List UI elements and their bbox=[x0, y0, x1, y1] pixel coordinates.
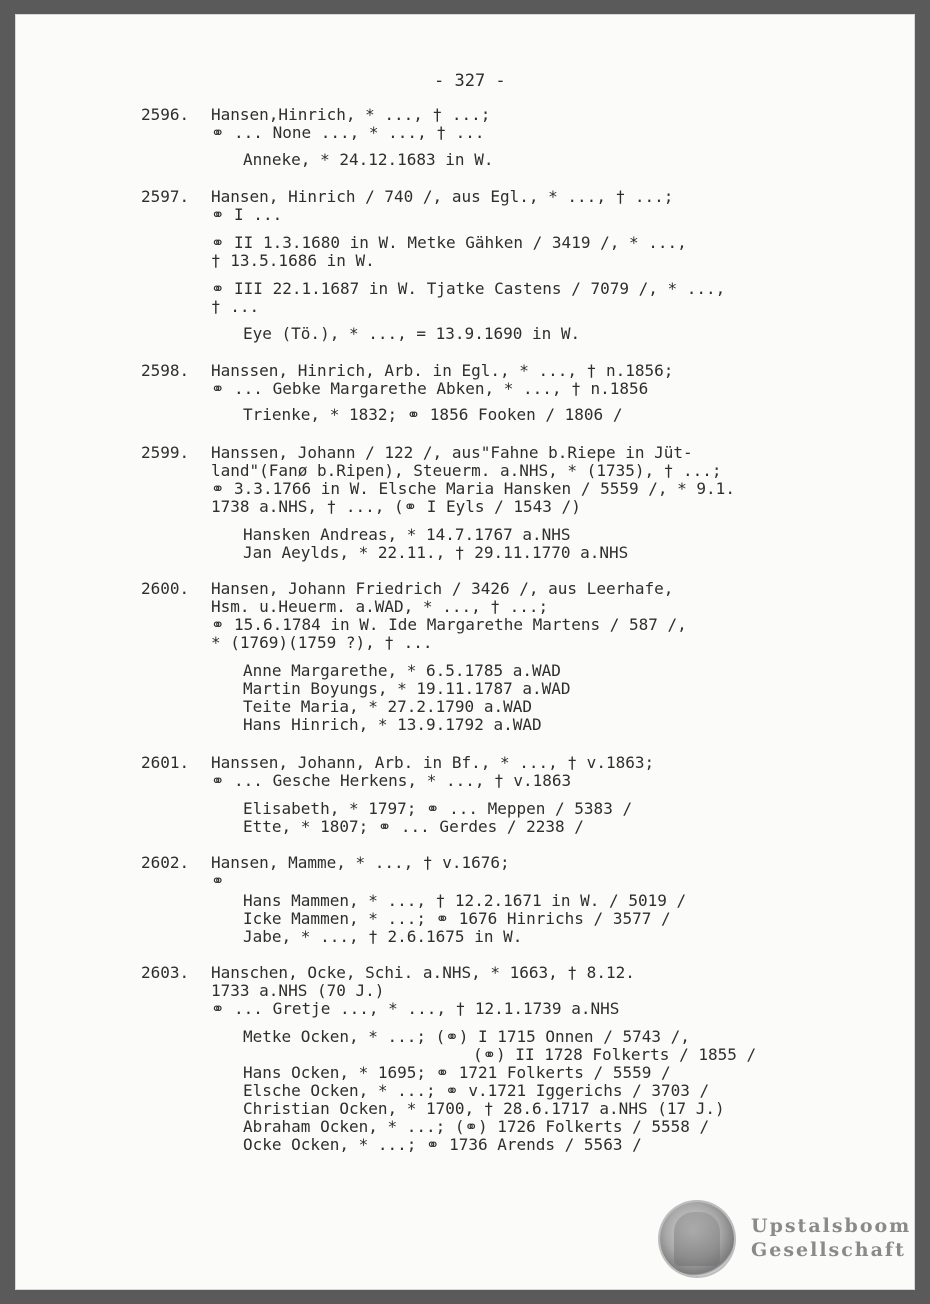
society-logo-text bbox=[751, 1214, 911, 1262]
child-line: Anne Margarethe, * 6.5.1785 a.WAD bbox=[243, 661, 561, 680]
child-line: Ette, * 1807; ⚭ ... Gerdes / 2238 / bbox=[243, 817, 584, 836]
child-line: (⚭) II 1728 Folkerts / 1855 / bbox=[473, 1045, 757, 1064]
child-line: Hans Hinrich, * 13.9.1792 a.WAD bbox=[243, 715, 542, 734]
entry-line: Hanssen, Hinrich, Arb. in Egl., * ..., † n.1856; bbox=[211, 361, 674, 380]
entry-number: 2603. bbox=[141, 963, 190, 982]
entry-line: Hansen, Johann Friedrich / 3426 /, aus Leerhafe, bbox=[211, 579, 674, 598]
entry-line: land"(Fanø b.Ripen), Steuerm. a.NHS, * (1735), † ...; bbox=[211, 461, 722, 480]
page-number: - 327 - bbox=[434, 71, 506, 91]
child-line: Jan Aeylds, * 22.11., † 29.11.1770 a.NHS bbox=[243, 543, 629, 562]
entry-line: ⚭ 3.3.1766 in W. Elsche Maria Hansken / 5559 /, * 9.1. bbox=[211, 479, 735, 498]
entry-number: 2596. bbox=[141, 105, 190, 124]
child-line: Jabe, * ..., † 2.6.1675 in W. bbox=[243, 927, 523, 946]
entry-line: ⚭ 15.6.1784 in W. Ide Margarethe Martens / 587 /, bbox=[211, 615, 687, 634]
entry-line: ⚭ I ... bbox=[211, 205, 283, 224]
entry-line: Hansen,Hinrich, * ..., † ...; bbox=[211, 105, 491, 124]
entry-number: 2600. bbox=[141, 579, 190, 598]
document-page bbox=[15, 14, 915, 1290]
brand-line-2: Gesellschaft bbox=[751, 1239, 906, 1261]
entry-line: Hanssen, Johann, Arb. in Bf., * ..., † v.1863; bbox=[211, 753, 655, 772]
entry-number: 2598. bbox=[141, 361, 190, 380]
child-line: Martin Boyungs, * 19.11.1787 a.WAD bbox=[243, 679, 571, 698]
child-line: Hansken Andreas, * 14.7.1767 a.NHS bbox=[243, 525, 571, 544]
entry-number: 2597. bbox=[141, 187, 190, 206]
child-line: Hans Ocken, * 1695; ⚭ 1721 Folkerts / 5559 / bbox=[243, 1063, 671, 1082]
child-line: Icke Mammen, * ...; ⚭ 1676 Hinrichs / 3577 / bbox=[243, 909, 671, 928]
child-line: Teite Maria, * 27.2.1790 a.WAD bbox=[243, 697, 532, 716]
child-line: Anneke, * 24.12.1683 in W. bbox=[243, 150, 494, 169]
entry-line: Hansen, Hinrich / 740 /, aus Egl., * ..., † ...; bbox=[211, 187, 674, 206]
brand-line-1: Upstalsboom bbox=[751, 1215, 912, 1237]
entry-line: Hanssen, Johann / 122 /, aus"Fahne b.Riepe in Jüt- bbox=[211, 443, 693, 462]
marriage-line: † ... bbox=[211, 297, 260, 316]
marriage-line: ⚭ II 1.3.1680 in W. Metke Gähken / 3419 /, * ..., bbox=[211, 233, 687, 252]
entry-number: 2602. bbox=[141, 853, 190, 872]
child-line: Hans Mammen, * ..., † 12.2.1671 in W. / 5019 / bbox=[243, 891, 687, 910]
entry-line: ⚭ ... None ..., * ..., † ... bbox=[211, 123, 485, 142]
entry-line: 1733 a.NHS (70 J.) bbox=[211, 981, 385, 1000]
child-line: Elsche Ocken, * ...; ⚭ v.1721 Iggerichs / 3703 / bbox=[243, 1081, 710, 1100]
entry-line: ⚭ ... Gesche Herkens, * ..., † v.1863 bbox=[211, 771, 572, 790]
entry-line: ⚭ bbox=[211, 871, 225, 890]
society-seal-icon bbox=[660, 1202, 734, 1276]
child-line: Abraham Ocken, * ...; (⚭) 1726 Folkerts / 5558 / bbox=[243, 1117, 710, 1136]
marriage-line: † 13.5.1686 in W. bbox=[211, 251, 375, 270]
entry-line: ⚭ ... Gebke Margarethe Abken, * ..., † n.1856 bbox=[211, 379, 649, 398]
child-line: Ocke Ocken, * ...; ⚭ 1736 Arends / 5563 / bbox=[243, 1135, 642, 1154]
child-line: Christian Ocken, * 1700, † 28.6.1717 a.NHS (17 J.) bbox=[243, 1099, 725, 1118]
entry-line: ⚭ ... Gretje ..., * ..., † 12.1.1739 a.NHS bbox=[211, 999, 620, 1018]
entry-line: * (1769)(1759 ?), † ... bbox=[211, 633, 433, 652]
entry-line: Hansen, Mamme, * ..., † v.1676; bbox=[211, 853, 510, 872]
entry-number: 2599. bbox=[141, 443, 190, 462]
child-line: Metke Ocken, * ...; (⚭) I 1715 Onnen / 5743 /, bbox=[243, 1027, 690, 1046]
entry-line: Hsm. u.Heuerm. a.WAD, * ..., † ...; bbox=[211, 597, 549, 616]
child-line: Elisabeth, * 1797; ⚭ ... Meppen / 5383 / bbox=[243, 799, 633, 818]
marriage-line: ⚭ III 22.1.1687 in W. Tjatke Castens / 7079 /, * ..., bbox=[211, 279, 726, 298]
child-line: Eye (Tö.), * ..., = 13.9.1690 in W. bbox=[243, 324, 581, 343]
child-line: Trienke, * 1832; ⚭ 1856 Fooken / 1806 / bbox=[243, 405, 623, 424]
entry-line: Hanschen, Ocke, Schi. a.NHS, * 1663, † 8.12. bbox=[211, 963, 635, 982]
entry-line: 1738 a.NHS, † ..., (⚭ I Eyls / 1543 /) bbox=[211, 497, 581, 516]
entry-number: 2601. bbox=[141, 753, 190, 772]
